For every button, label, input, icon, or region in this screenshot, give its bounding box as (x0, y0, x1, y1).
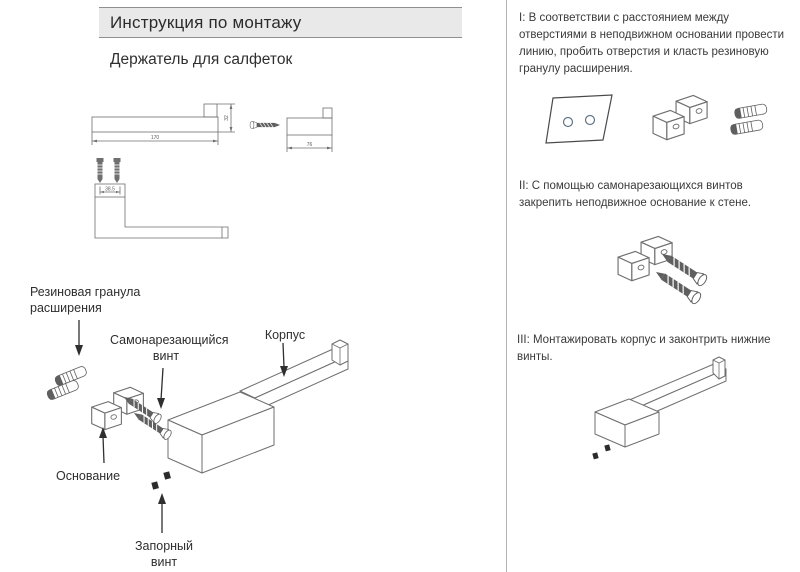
self-tapping-screw-label: Самонарезающийся винт (110, 333, 229, 363)
base-block-drawing (653, 95, 707, 139)
dim-hole-spacing: 38.5 (105, 186, 115, 193)
lock-screw-icon (592, 452, 598, 459)
product-subtitle: Держатель для салфеток (110, 51, 293, 68)
page-title: Инструкция по монтажу (110, 12, 302, 32)
lock-screw-icon (163, 471, 171, 479)
step-3-text: III: Монтажировать корпус и законтрить нижние винты. (517, 334, 771, 363)
top-view-drawing (95, 158, 228, 238)
step-2-illustration (517, 227, 797, 327)
dim-depth: 76 (306, 142, 313, 148)
exploded-view (0, 280, 510, 572)
dim-length: 170 (150, 135, 160, 141)
wall-panel-drawing (546, 95, 612, 143)
step-2-text: II: С помощью самонарезающихся винтов закрепить неподвижное основание к стене. (519, 180, 752, 209)
step-1-illustration (517, 82, 797, 174)
end-view-drawing (250, 108, 332, 152)
side-view-drawing (92, 104, 235, 145)
title-band (99, 7, 462, 38)
anchor-icon (114, 158, 121, 183)
rubber-plug-icon (734, 104, 767, 119)
lock-screw-icon (151, 481, 159, 489)
rubber-plug-icon (730, 120, 763, 135)
body-drawing (595, 357, 726, 447)
lock-screw-icon (604, 444, 610, 451)
base-block-drawing (92, 387, 144, 429)
anchor-icon (97, 158, 104, 183)
screw-icon (250, 121, 280, 128)
base-label: Основание (56, 469, 121, 483)
lock-screw-label: Запорный винт (134, 539, 194, 569)
rubber-plug-label: Резиновая гранула расширения (30, 285, 141, 315)
body-label: Корпус (264, 328, 306, 342)
step-1-text: I: В соответствии с расстоянием между отверстиями в неподвижном основании провести линию, пробить отверстия и класть резиновую гранулу расширения. (519, 12, 785, 75)
dim-height: 32 (224, 115, 230, 121)
technical-drawing (80, 95, 360, 255)
step-3-illustration (517, 352, 797, 482)
